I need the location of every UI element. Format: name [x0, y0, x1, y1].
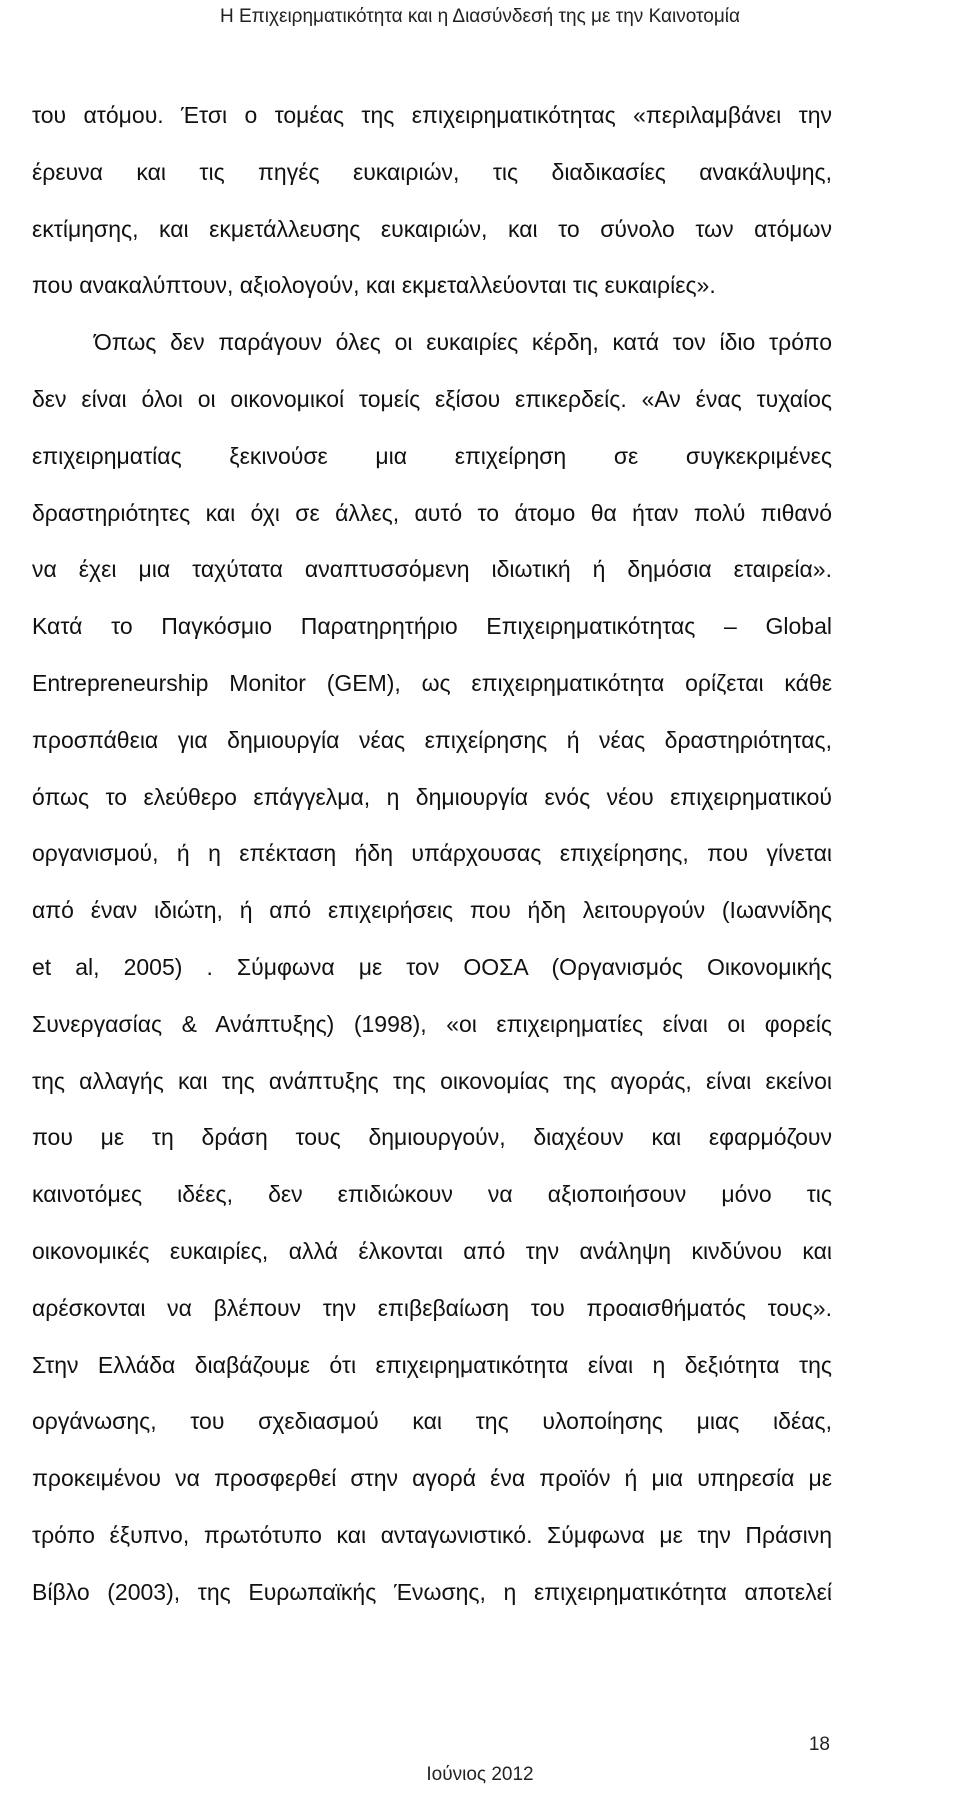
text-line: της αλλαγής και της ανάπτυξης της οικονομίας της αγοράς, είναι εκείνοι — [32, 1067, 832, 1094]
page-number: 18 — [808, 1734, 830, 1755]
text-line: να έχει μια ταχύτατα αναπτυσσόμενη ιδιωτική ή δημόσια εταιρεία». — [32, 556, 832, 583]
text-line: οργάνωσης, του σχεδιασμού και της υλοποίησης μιας ιδέας, — [32, 1408, 832, 1435]
text-line: Στην Ελλάδα διαβάζουμε ότι επιχειρηματικότητα είναι η δεξιότητα της — [32, 1351, 832, 1378]
text-line: Βίβλο (2003), της Ευρωπαϊκής Ένωσης, η επιχειρηματικότητα αποτελεί — [32, 1578, 832, 1605]
text-line: από έναν ιδιώτη, ή από επιχειρήσεις που ήδη λειτουργούν (Ιωαννίδης — [32, 897, 832, 924]
text-line: et al, 2005) . Σύμφωνα με τον ΟΟΣΑ (Οργανισμός Οικονομικής — [32, 953, 832, 980]
text-line: Όπως δεν παράγουν όλες οι ευκαιρίες κέρδη, κατά τον ίδιο τρόπο — [94, 329, 832, 356]
text-line: αρέσκονται να βλέπουν την επιβεβαίωση του προαισθήματός τους». — [32, 1294, 832, 1321]
text-line: όπως το ελεύθερο επάγγελμα, η δημιουργία ενός νέου επιχειρηματικού — [32, 783, 832, 810]
text-line: Entrepreneurship Monitor (GEM), ως επιχειρηματικότητα ορίζεται κάθε — [32, 669, 832, 696]
text-line: καινοτόμες ιδέες, δεν επιδιώκουν να αξιοποιήσουν μόνο τις — [32, 1181, 832, 1208]
text-line: προκειμένου να προσφερθεί στην αγορά ένα προϊόν ή μια υπηρεσία με — [32, 1465, 832, 1492]
footer-date: Ιούνιος 2012 — [426, 1764, 534, 1785]
text-line: Κατά το Παγκόσμιο Παρατηρητήριο Επιχειρηματικότητας – Global — [32, 613, 832, 640]
text-line: οικονομικές ευκαιρίες, αλλά έλκονται από την ανάληψη κινδύνου και — [32, 1237, 832, 1264]
running-header: Η Επιχειρηματικότητα και η Διασύνδεσή της με την Καινοτομία — [220, 6, 740, 27]
text-line: προσπάθεια για δημιουργία νέας επιχείρησης ή νέας δραστηριότητας, — [32, 726, 832, 753]
text-line: δραστηριότητες και όχι σε άλλες, αυτό το άτομο θα ήταν πολύ πιθανό — [32, 499, 832, 526]
body-text — [32, 98, 832, 1632]
text-line: έρευνα και τις πηγές ευκαιριών, τις διαδικασίες ανακάλυψης, — [32, 158, 832, 185]
text-line: του ατόμου. Έτσι ο τομέας της επιχειρηματικότητας «περιλαμβάνει την — [32, 102, 832, 128]
text-line: επιχειρηματίας ξεκινούσε μια επιχείρηση σε συγκεκριμένες — [32, 442, 832, 469]
text-line: τρόπο έξυπνο, πρωτότυπο και ανταγωνιστικό. Σύμφωνα με την Πράσινη — [32, 1521, 832, 1548]
text-line: οργανισμού, ή η επέκταση ήδη υπάρχουσας επιχείρησης, που γίνεται — [32, 840, 832, 867]
text-line: εκτίμησης, και εκμετάλλευσης ευκαιριών, και το σύνολο των ατόμων — [32, 215, 832, 242]
text-line: που ανακαλύπτουν, αξιολογούν, και εκμεταλλεύονται τις ευκαιρίες». — [32, 272, 716, 299]
text-line: που με τη δράση τους δημιουργούν, διαχέουν και εφαρμόζουν — [32, 1124, 832, 1151]
text-line: Συνεργασίας & Ανάπτυξης) (1998), «οι επιχειρηματίες είναι οι φορείς — [32, 1010, 832, 1037]
text-line: δεν είναι όλοι οι οικονομικοί τομείς εξίσου επικερδείς. «Αν ένας τυχαίος — [32, 385, 832, 412]
